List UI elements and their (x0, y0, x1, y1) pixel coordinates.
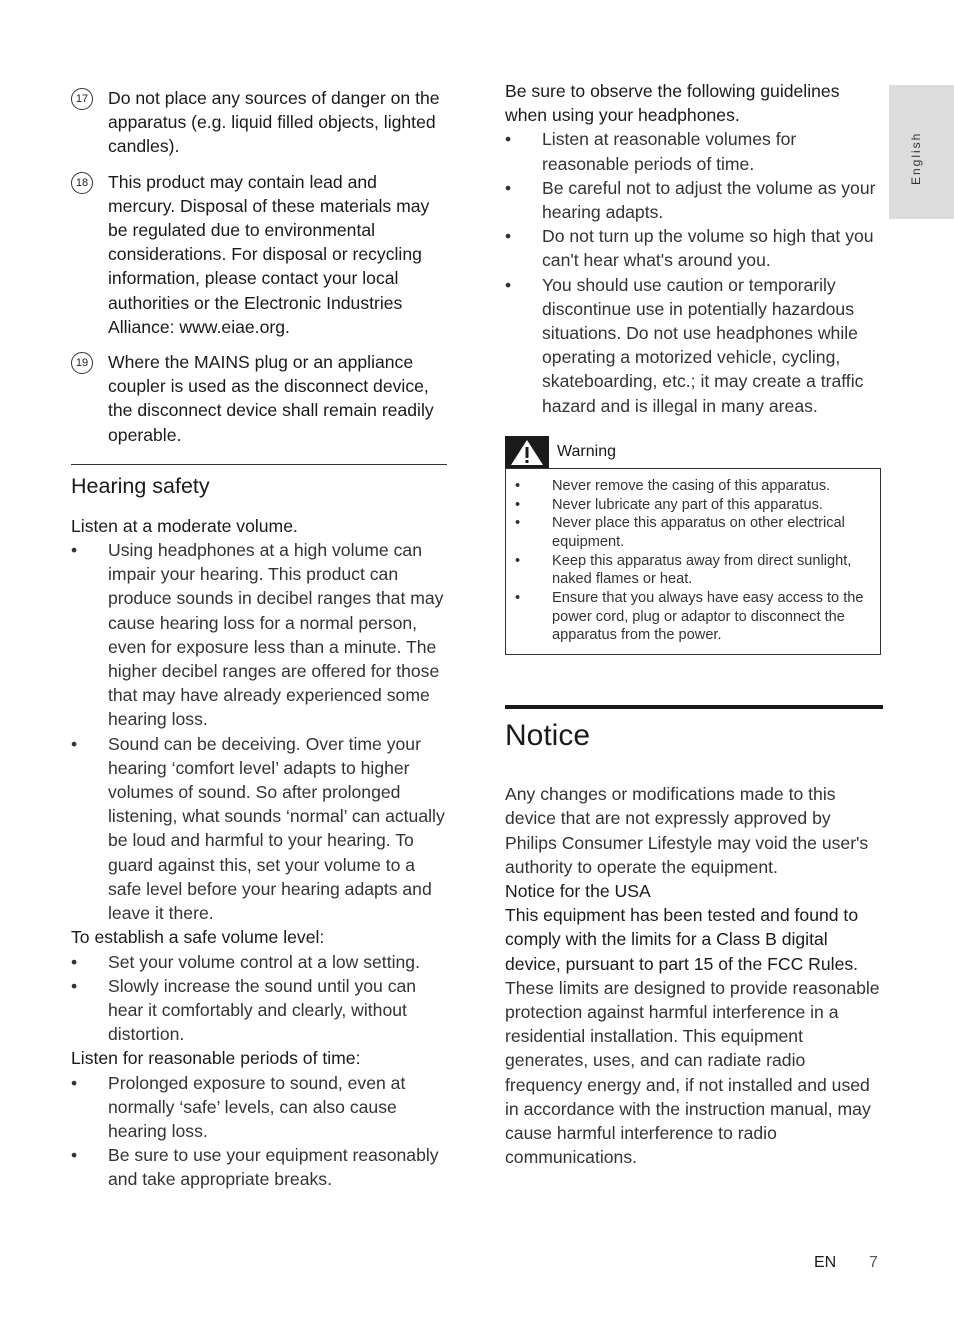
warning-list (515, 477, 870, 645)
warning-box (505, 468, 881, 655)
warning-header (505, 436, 883, 468)
list-item: • Using headphones at a high volume can impair your hearing. This product can produce sounds in decibel ranges that may cause hearing loss for a normal person, even for exposure less than a minute. The higher decibel ranges are offered for those that may have already experienced some hearing loss. (71, 540, 444, 730)
subheading: To establish a safe volume level: (71, 927, 325, 948)
page-number: 7 (869, 1254, 878, 1271)
list-item: • Do not turn up the volume so high that you can't hear what's around you. (505, 226, 874, 271)
item-text: Do not place any sources of danger on the apparatus (e.g. liquid filled objects, lighted candles). (108, 88, 440, 157)
bullet-list (71, 538, 447, 925)
fcc-compliance-statement: This equipment has been tested and found to comply with the limits for a Class B digital device, pursuant to part 15 of the FCC Rules. (505, 905, 859, 974)
item-number-badge: 17 (71, 88, 93, 110)
item-number-badge: 18 (71, 172, 93, 194)
item-number-badge: 19 (71, 352, 93, 374)
notice-paragraph: Any changes or modifications made to this device that are not expressly approved by Philips Consumer Lifestyle may void the user's authority to operate the equipment. (505, 784, 869, 877)
left-column (71, 86, 447, 1192)
right-column (505, 79, 883, 1169)
warning-item: • Ensure that you always have easy access to the power cord, plug or adaptor to disconnect the apparatus from the power. (515, 590, 864, 644)
warning-item: • Keep this apparatus away from direct sunlight, naked flames or heat. (515, 552, 852, 588)
warning-icon (505, 436, 549, 468)
list-item: • Be sure to use your equipment reasonably and take appropriate breaks. (71, 1145, 439, 1190)
subheading: Listen for reasonable periods of time: (71, 1048, 361, 1069)
notice-usa-heading: Notice for the USA (505, 880, 651, 901)
numbered-item (71, 170, 447, 339)
list-item: • You should use caution or temporarily discontinue use in potentially hazardous situations. Do not use headphones while operating a motorized vehicle, cycling, skateboarding, etc.; it may create a traffic hazard and is illegal in many areas. (505, 274, 864, 416)
subheading: Be sure to observe the following guidelines when using your headphones. (505, 81, 840, 126)
language-side-tab (889, 85, 954, 219)
numbered-item (71, 350, 447, 447)
item-text: Where the MAINS plug or an appliance coupler is used as the disconnect device, the disconnect device shall remain readily operable. (108, 352, 434, 445)
warning-item: • Never remove the casing of this apparatus. (515, 477, 831, 494)
list-item: • Prolonged exposure to sound, even at normally ‘safe’ levels, can also cause hearing loss. (71, 1072, 406, 1141)
notice-divider (505, 705, 883, 709)
bullet-list (71, 1071, 447, 1192)
list-item: • Sound can be deceiving. Over time your hearing ‘comfort level’ adapts to higher volumes of sound. So after prolonged listening, what sounds ‘normal’ can actually be loud and harmful to your hearing. To guard against this, set your volume to a safe level before your hearing adapts and leave it there. (71, 733, 445, 924)
section-divider (71, 464, 447, 465)
notice-title: Notice (505, 719, 591, 753)
language-tab-label: English (909, 131, 923, 185)
list-item: • Be careful not to adjust the volume as your hearing adapts. (505, 177, 876, 223)
notice-fcc-paragraph (505, 903, 883, 1169)
bullet-list (505, 127, 883, 417)
warning-item: • Never lubricate any part of this apparatus. (515, 496, 823, 513)
list-item: • Set your volume control at a low setting. (71, 951, 420, 972)
item-text: This product may contain lead and mercury. Disposal of these materials may be regulated due to environmental considerations. For disposal or recycling information, please contact your local authorities or the Electronic Industries Alliance: www.eiae.org. (108, 171, 430, 337)
section-heading-hearing-safety: Hearing safety (71, 473, 210, 498)
footer-language: EN (814, 1254, 837, 1271)
subheading: Listen at a moderate volume. (71, 515, 298, 536)
fcc-details: These limits are designed to provide reasonable protection against harmful interference in a residential installation. This equipment generates, uses, and can radiate radio frequency energy and, if not installed and used in accordance with the instruction manual, may cause harmful interference to radio communications. (505, 977, 880, 1168)
list-item: • Slowly increase the sound until you can hear it comfortably and clearly, without distortion. (71, 975, 417, 1045)
list-item: • Listen at reasonable volumes for reasonable periods of time. (505, 129, 797, 174)
bullet-list (71, 950, 447, 1047)
numbered-item (71, 86, 447, 159)
warning-item: • Never place this apparatus on other electrical equipment. (515, 515, 845, 550)
warning-label: Warning (557, 442, 616, 460)
